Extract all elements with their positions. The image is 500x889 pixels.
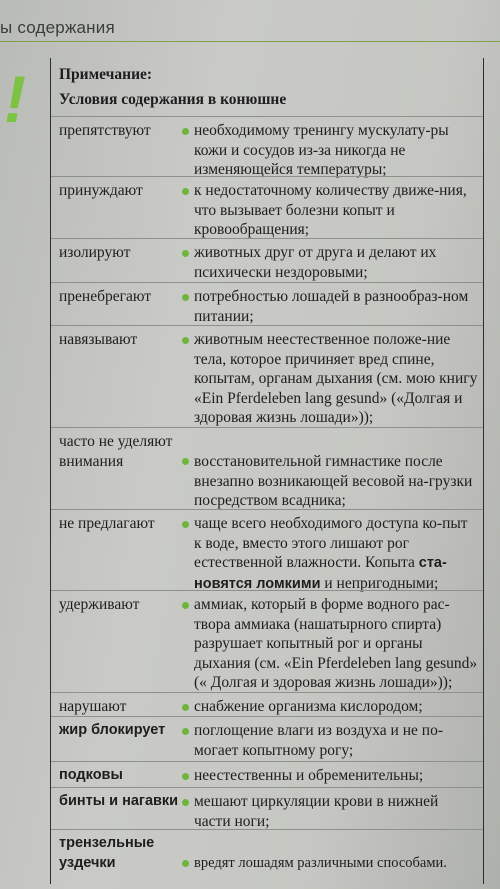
list-item [51,176,483,239]
row-term: жир блокирует [59,722,166,738]
row-term: подковы [59,767,123,783]
row-text: к недостаточному количеству движе-ния, что вызывает болезни копыт и кровообращения; [194,182,467,238]
list-item [51,787,483,830]
list-item [51,238,483,283]
bullet-icon [182,458,189,465]
bullet-icon [182,128,189,135]
running-header: ы содержания [0,18,115,37]
row-text: восстановительной гимнастике после внезапно возникающей весовой на-грузки посредством всадника; [194,453,473,509]
note-title: Условия содержания в конюшне [59,91,287,108]
row-text: животным неестественное положе-ние тела, которое причиняет вред спине, копытам, органам дыхания (см. мою книгу «Ein Pferdeleben lang gesund» («Долгая и здоровая жизнь лошади»)); [194,331,478,426]
row-text-part: и непригодными; [320,574,439,592]
row-term: бинты и нагавки [59,793,179,809]
row-term: принуждают [59,182,143,199]
bullet-icon [182,799,189,806]
bullet-icon [182,521,189,528]
list-item [51,282,483,326]
row-term: удерживают [59,596,140,613]
row-term: часто не уделяют внимания [59,433,173,470]
bullet-icon [182,728,189,735]
header-rule [0,41,500,42]
row-term: трензельные уздечки [59,835,155,871]
list-item [51,427,483,510]
note-label: Примечание: [59,66,153,83]
bullet-icon [182,294,189,301]
note-box [50,58,484,884]
bullet-icon [182,188,189,195]
row-text: аммиак, который в форме водного рас-твора аммиака (нашатырного спирта) разрушает копытный рог и органы дыхания (см. «Ein Pferdeleben lang gesund» (« Долгая и здоровая жизнь лошади»)); [194,596,478,691]
row-term: не предлагают [59,515,155,532]
bullet-icon [182,602,189,609]
row-text [194,514,478,594]
bullet-icon [182,704,189,711]
row-text: необходимому тренингу мускулату-ры кожи и сосудов из-за никогда не изменяющейся температуры; [194,122,449,178]
bullet-icon [182,250,189,257]
row-text: снабжение организма кислородом; [194,698,423,715]
list-item [51,692,483,717]
row-term: нарушают [59,698,127,715]
list-item [51,716,483,762]
bullet-icon [182,337,189,344]
list-item [51,761,483,788]
row-term: навязывают [59,331,138,348]
list-item [51,116,483,177]
row-text: вредят лошадям различными способами. [194,855,447,871]
row-text: потребностью лошадей в разнообраз-ном питании; [194,288,469,325]
list-item [51,509,483,591]
list-item [51,590,483,693]
row-text-emphasis: ста-новятся ломкими [194,555,447,592]
exclamation-icon: ! [4,62,26,136]
list-item [51,829,483,885]
row-text: мешают циркуляции крови в нижней части ноги; [194,793,439,830]
row-text-part: чаще всего необходимого доступа ко-пыт к воде, вместо этого лишают рог естественной влажности. Копыта [194,515,468,571]
row-text: животных друг от друга и делают их психически нездоровыми; [194,244,437,281]
list-item [51,325,483,428]
row-text: неестественны и обременительны; [194,767,424,784]
row-term: препятствуют [59,122,151,139]
bullet-icon [182,860,189,867]
row-term: изолируют [59,244,131,261]
row-text: поглощение влаги из воздуха и не по-могает копытному рогу; [194,722,443,759]
row-term: пренебрегают [59,288,152,305]
bullet-icon [182,773,189,780]
